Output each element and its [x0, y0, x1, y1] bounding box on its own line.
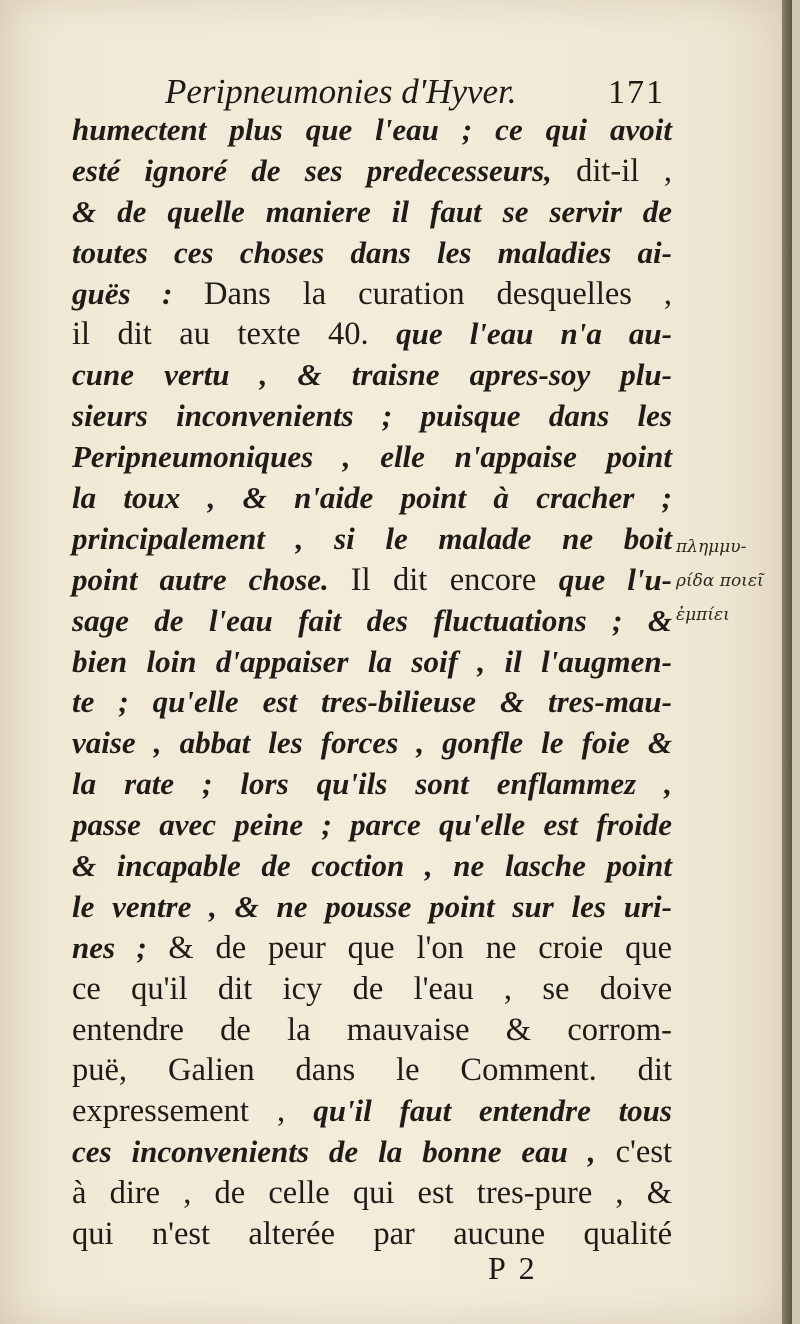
text-line — [72, 601, 672, 642]
italic-segment: guës : — [72, 275, 205, 311]
text-line — [72, 314, 672, 355]
roman-segment: qui n'est alterée par aucune qualité — [72, 1216, 672, 1253]
text-line — [72, 233, 672, 274]
roman-segment: c'est — [615, 1134, 672, 1171]
italic-segment: Peripneumoniques , elle n'appaise point — [72, 439, 672, 475]
text-line — [72, 478, 672, 519]
margin-note-line: ρίδα ποιεῖ — [676, 571, 764, 591]
italic-segment: esté ignoré de ses predecesseurs, — [72, 152, 577, 188]
italic-segment: te ; qu'elle est tres-bilieuse & tres-mau- — [72, 684, 672, 720]
italic-segment: toutes ces choses dans les maladies ai- — [72, 234, 672, 270]
text-line — [72, 519, 672, 560]
roman-segment: à dire , de celle qui est tres-pure , & — [72, 1175, 672, 1212]
italic-segment: cune vertu , & traisne apres-soy plu- — [72, 357, 672, 393]
roman-segment: dit-il , — [576, 152, 672, 189]
margin-note-line: ἐμπίει — [676, 605, 730, 625]
text-line — [72, 396, 672, 437]
text-line — [72, 1132, 672, 1173]
body-text — [72, 110, 672, 1255]
text-line — [72, 1091, 672, 1132]
text-line — [72, 682, 672, 723]
text-line — [72, 560, 672, 601]
roman-segment: expressement , — [72, 1093, 314, 1130]
page-number: 171 — [608, 74, 665, 111]
text-line — [72, 764, 672, 805]
italic-segment: sieurs inconvenients ; puisque dans les — [72, 398, 672, 434]
text-line — [72, 192, 672, 233]
italic-segment: principalement , si le malade ne boit — [72, 520, 672, 556]
roman-segment: Il dit encore — [350, 561, 559, 598]
italic-segment: bien loin d'appaiser la soif , il l'augmen- — [72, 643, 672, 679]
margin-note-line: πλημμυ- — [676, 537, 747, 557]
text-line — [72, 642, 672, 683]
italic-segment: que l'eau n'a au- — [396, 316, 672, 352]
italic-segment: point autre chose. — [72, 561, 351, 597]
running-title: Peripneumonies d'Hyver. — [165, 72, 517, 111]
italic-segment: la toux , & n'aide point à cracher ; — [72, 480, 672, 516]
signature-mark: P 2 — [488, 1250, 538, 1286]
italic-segment: qu'il faut entendre tous — [313, 1093, 672, 1129]
text-line — [72, 1173, 672, 1214]
text-line — [72, 1010, 672, 1051]
italic-segment: & incapable de coction , ne lasche point — [72, 848, 672, 884]
italic-segment: que l'u- — [558, 561, 673, 597]
italic-segment: & de quelle maniere il faut se servir de — [72, 193, 672, 229]
text-line — [72, 805, 672, 846]
text-line — [72, 437, 672, 478]
roman-segment: Dans la curation desquelles , — [204, 275, 672, 312]
roman-segment: & de peur que l'on ne croie que — [168, 929, 672, 966]
italic-segment: le ventre , & ne pousse point sur les uri- — [72, 888, 672, 924]
roman-segment: puë, Galien dans le Comment. dit — [72, 1052, 672, 1089]
italic-segment: passe avec peine ; parce qu'elle est froide — [72, 807, 672, 843]
text-line — [72, 274, 672, 315]
roman-segment: il dit au texte 40. — [72, 316, 397, 353]
italic-segment: nes ; — [72, 929, 169, 965]
text-line — [72, 928, 672, 969]
text-line — [72, 1214, 672, 1255]
italic-segment: la rate ; lors qu'ils sont enflammez , — [72, 766, 672, 802]
italic-segment: vaise , abbat les forces , gonfle le foie & — [72, 725, 672, 761]
roman-segment: ce qu'il dit icy de l'eau , se doive — [72, 970, 672, 1007]
text-line — [72, 355, 672, 396]
italic-segment: ces inconvenients de la bonne eau , — [72, 1134, 616, 1170]
text-line — [72, 110, 672, 151]
page-edge — [782, 0, 792, 1324]
text-line — [72, 151, 672, 192]
margin-note — [676, 530, 792, 632]
text-line — [72, 846, 672, 887]
text-line — [72, 887, 672, 928]
text-line — [72, 723, 672, 764]
text-line — [72, 969, 672, 1010]
italic-segment: sage de l'eau fait des fluctuations ; & — [72, 602, 672, 638]
italic-segment: humectent plus que l'eau ; ce qui avoit — [72, 112, 672, 147]
roman-segment: entendre de la mauvaise & corrom- — [72, 1011, 672, 1048]
text-line — [72, 1050, 672, 1091]
